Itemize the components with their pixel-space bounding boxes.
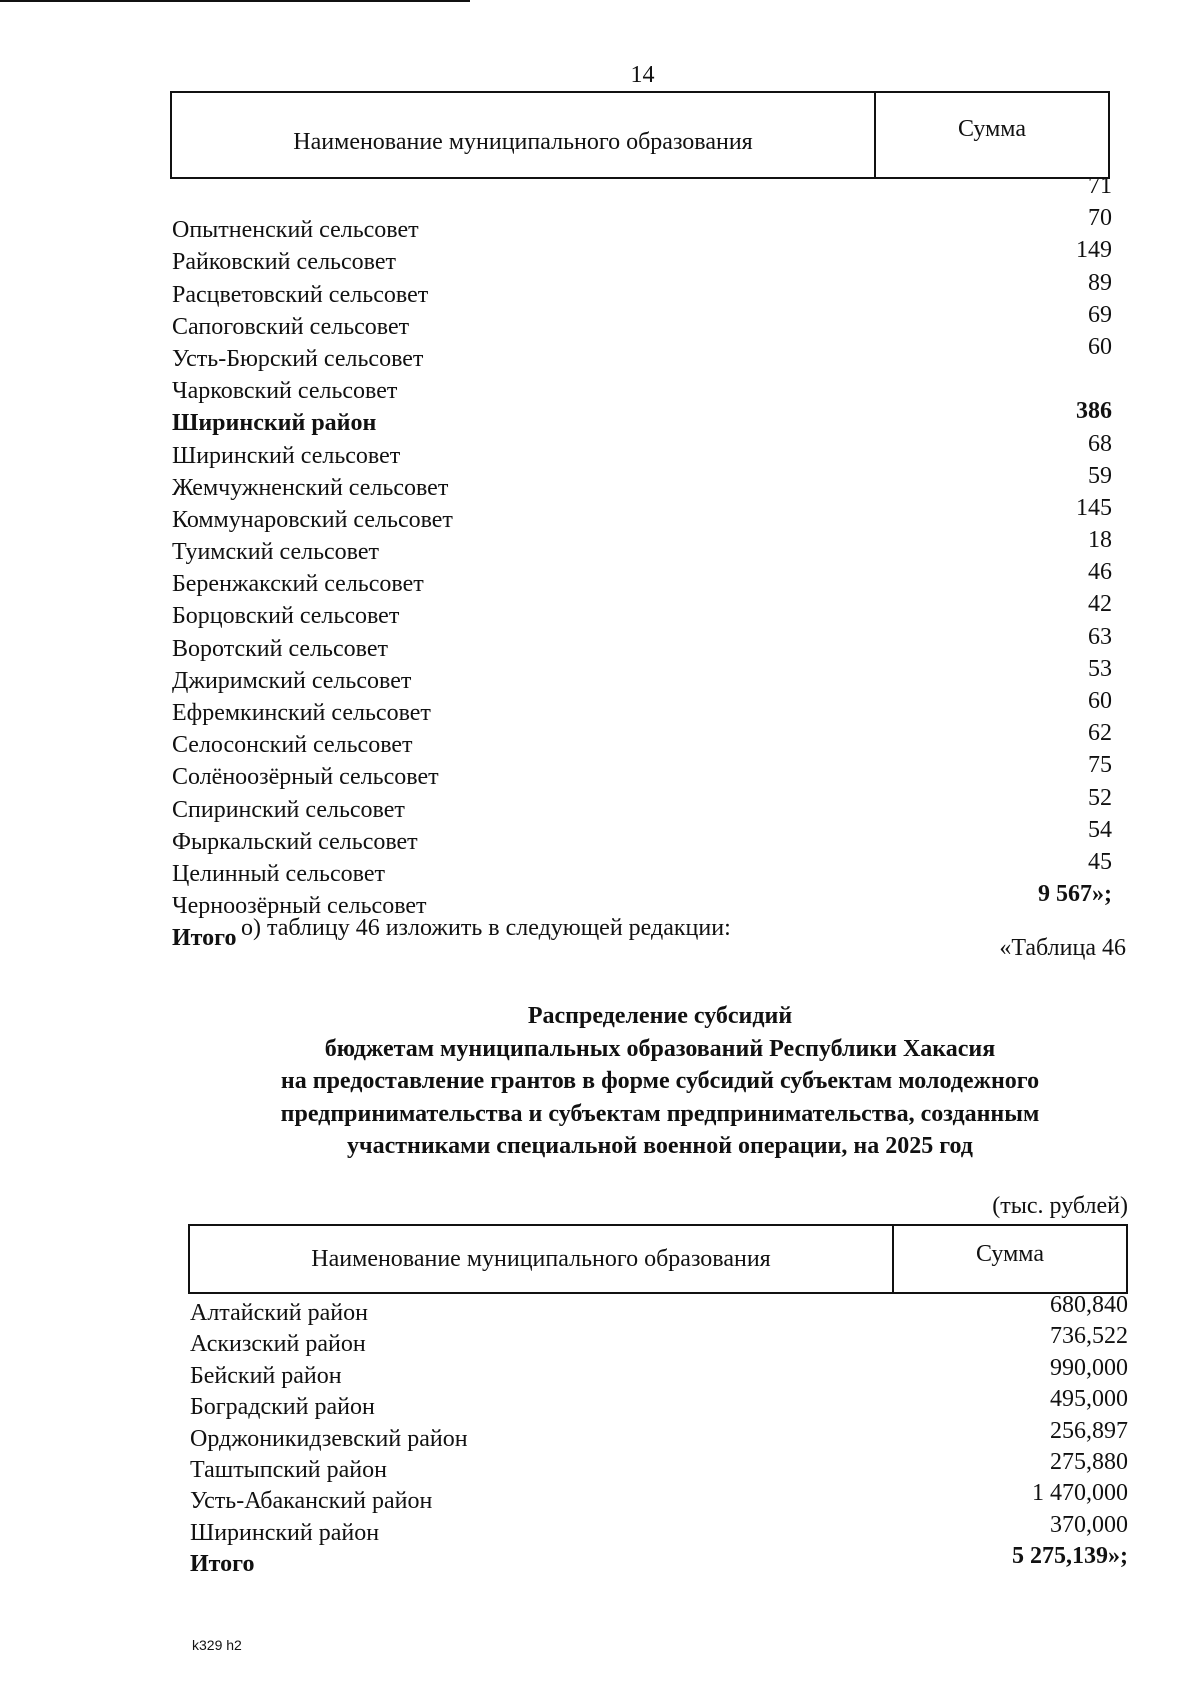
row-value: 63: [1088, 623, 1112, 650]
table-row: [172, 816, 1112, 858]
row-value: 42: [1088, 591, 1112, 618]
footer-code: k329 h2: [192, 1637, 242, 1653]
table1-header: [170, 91, 1110, 179]
table1-header-sum: Сумма: [958, 115, 1026, 142]
row-value: 59: [1088, 462, 1112, 489]
table-row: [172, 398, 1112, 439]
table-label: «Таблица 46: [999, 935, 1126, 961]
instruction-text: о) таблицу 46 изложить в следующей редакции:: [241, 915, 731, 941]
row-value: 18: [1088, 527, 1112, 554]
table2-header-sum: Сумма: [976, 1240, 1044, 1267]
scan-edge-line: [0, 0, 470, 2]
row-value: 1 470,000: [1032, 1480, 1128, 1507]
table-row: [172, 333, 1112, 375]
row-name: Чарковский сельсовет: [172, 378, 398, 405]
table-row: [190, 1386, 1128, 1422]
row-name: Усть-Абаканский район: [190, 1488, 433, 1515]
row-name: Алтайский район: [190, 1300, 368, 1326]
row-name: Расцветовский сельсовет: [172, 281, 429, 308]
table-row: [190, 1323, 1128, 1359]
row-name: Орджоникидзевский район: [190, 1425, 468, 1452]
row-name: Джиримский сельсовет: [172, 667, 412, 694]
table-row: [172, 784, 1112, 826]
row-name: Спиринский сельсовет: [172, 796, 405, 823]
table-row: [190, 1292, 1128, 1328]
row-value: 145: [1076, 494, 1112, 521]
table-row: [172, 173, 1112, 214]
row-value: 52: [1088, 784, 1112, 811]
title-line: участниками специальной военной операции, на 2025 год: [347, 1133, 973, 1159]
row-value: 46: [1088, 559, 1112, 586]
row-name: Опытненский сельсовет: [172, 217, 419, 244]
title-line: бюджетам муниципальных образований Республики Хакасия: [324, 1035, 996, 1062]
table-row: [172, 205, 1112, 246]
row-name: Райковский сельсовет: [172, 249, 396, 276]
table-row: [190, 1480, 1128, 1516]
row-value: 60: [1088, 333, 1112, 360]
row-name: Усть-Бюрский сельсовет: [172, 345, 424, 372]
row-value: 71: [1088, 173, 1112, 199]
row-name: Воротский сельсовет: [172, 635, 388, 662]
row-value: 9 567»;: [1038, 881, 1112, 908]
row-name: Солёноозёрный сельсовет: [172, 764, 439, 791]
row-name: Селосонский сельсовет: [172, 732, 413, 759]
row-value: 256,897: [1050, 1417, 1128, 1444]
row-value: 89: [1088, 269, 1112, 296]
row-name: Ефремкинский сельсовет: [172, 700, 431, 726]
row-value: 495,000: [1050, 1386, 1128, 1413]
title-line: предпринимательства и субъектам предпринимательства, созданным: [280, 1100, 1040, 1127]
table1-body: [172, 173, 1112, 955]
row-value: 386: [1076, 398, 1112, 425]
table-row: [172, 237, 1112, 278]
title-line: Распределение субсидий: [527, 1003, 793, 1029]
table-row: [172, 527, 1112, 568]
table-row: [172, 591, 1112, 632]
table2-header: [188, 1224, 1128, 1294]
row-name: Фыркальский сельсовет: [172, 828, 418, 855]
row-name: Аскизский район: [190, 1331, 366, 1358]
units-label: (тыс. рублей): [992, 1193, 1128, 1219]
table2-body: [190, 1292, 1128, 1580]
row-value: 370,000: [1050, 1511, 1128, 1538]
row-value: 149: [1076, 237, 1112, 264]
row-name: Итого: [172, 925, 237, 952]
table-row: [172, 623, 1112, 665]
table-row: [172, 301, 1112, 343]
row-name: Таштыпский район: [190, 1456, 387, 1483]
table1-header-name: Наименование муниципального образования: [172, 93, 876, 177]
row-value: 70: [1088, 205, 1112, 232]
row-name: Бейский район: [190, 1362, 342, 1389]
row-value: 990,000: [1050, 1354, 1128, 1381]
row-value: 5 275,139»;: [1012, 1543, 1128, 1570]
table-row: [172, 559, 1112, 600]
title-line: на предоставление грантов в форме субсидий субъектам молодежного: [280, 1068, 1040, 1094]
table-row: [190, 1448, 1128, 1485]
table-row: [172, 688, 1112, 729]
row-value: 75: [1088, 752, 1112, 779]
row-name: Сапоговский сельсовет: [172, 313, 410, 340]
row-name: Туимский сельсовет: [172, 539, 379, 566]
table-row: [172, 494, 1112, 536]
row-value: 69: [1088, 301, 1112, 328]
row-name: Целинный сельсовет: [172, 860, 385, 887]
row-name: Борцовский сельсовет: [172, 603, 400, 630]
table-row: [172, 430, 1112, 472]
row-name: Боградский район: [190, 1394, 375, 1421]
table-row: [172, 752, 1112, 793]
table-row: [172, 848, 1112, 890]
document-title: [160, 1000, 1160, 1163]
row-value: 275,880: [1050, 1448, 1128, 1475]
row-name: Беренжакский сельсовет: [172, 571, 424, 598]
table-row: [190, 1354, 1128, 1391]
table-row: [172, 655, 1112, 697]
row-name: Коммунаровский сельсовет: [172, 506, 453, 533]
row-name: Черноозёрный сельсовет: [172, 893, 427, 920]
table-row: [190, 1511, 1128, 1548]
row-name: Ширинский район: [172, 410, 377, 437]
table-row: [190, 1543, 1128, 1579]
row-value: 60: [1088, 688, 1112, 714]
row-value: 54: [1088, 816, 1112, 843]
row-name: Ширинский район: [190, 1519, 380, 1546]
row-value: 62: [1088, 720, 1112, 747]
page-number: 14: [630, 62, 655, 88]
row-value: 45: [1088, 848, 1112, 875]
table-row: [172, 269, 1112, 311]
row-value: 68: [1088, 430, 1112, 457]
row-value: 53: [1088, 655, 1112, 682]
table-row: [190, 1417, 1128, 1454]
row-name: Итого: [190, 1551, 255, 1578]
row-value: 680,840: [1050, 1292, 1128, 1318]
table-row: [172, 375, 1112, 407]
row-name: Ширинский сельсовет: [172, 442, 401, 469]
row-value: 736,522: [1050, 1323, 1128, 1350]
table-row: [172, 462, 1112, 504]
table2-header-name: Наименование муниципального образования: [190, 1226, 894, 1292]
row-name: Жемчужненский сельсовет: [172, 474, 449, 501]
table-row: [172, 720, 1112, 761]
